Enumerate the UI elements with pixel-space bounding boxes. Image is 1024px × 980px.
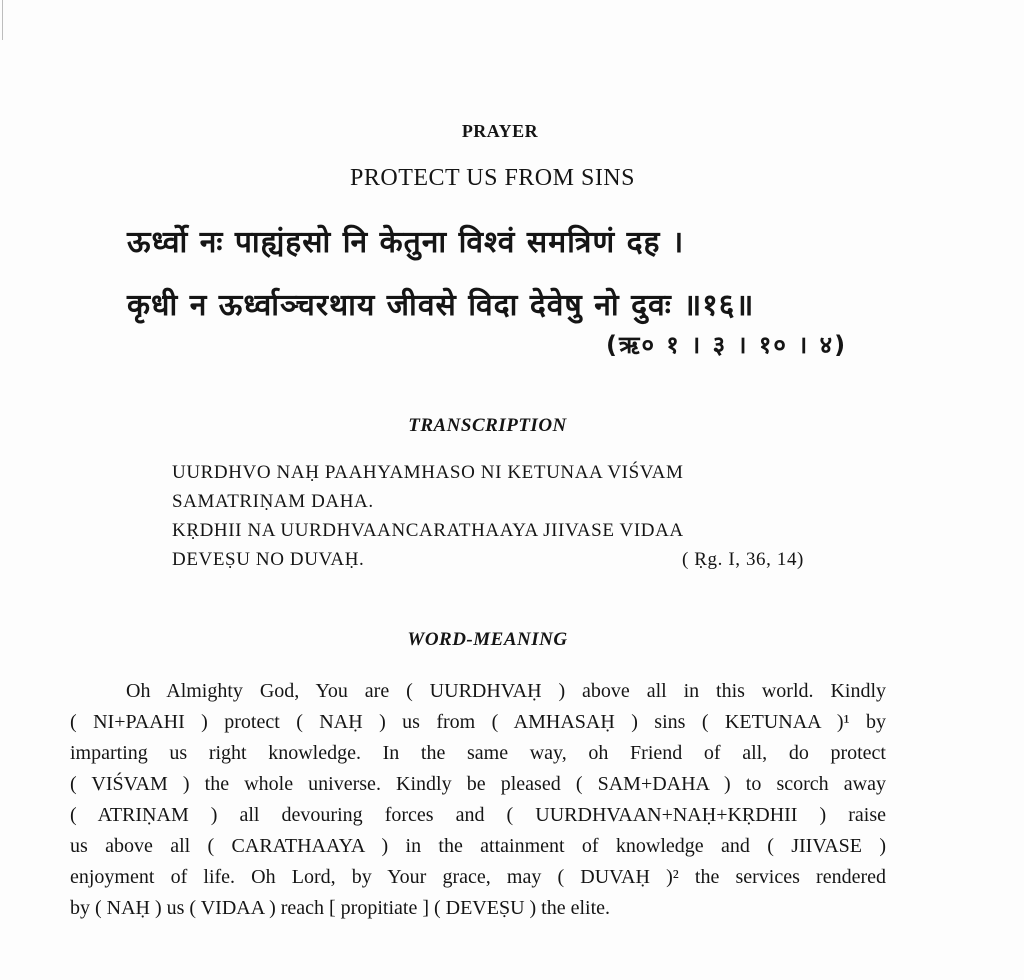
transcription-line: UURDHVO NAḤ PAAHYAMHASO NI KETUNAA VIŚVAM (172, 462, 684, 483)
meaning-line: ( NI+PAAHI ) protect ( NAḤ ) us from ( AMHASAḤ ) sins ( KETUNAA )¹ by (70, 711, 886, 733)
sanskrit-verse-line-2: कृधी न ऊर्ध्वाञ्चरथाय जीवसे विदा देवेषु नो दुवः ॥१६॥ (127, 288, 755, 323)
transcription-last-line (172, 545, 804, 574)
meaning-line: by ( NAḤ ) us ( VIDAA ) reach [ propitiate ] ( DEVEṢU ) the elite. (70, 897, 611, 919)
transcription-line: SAMATRIṆAM DAHA. (172, 491, 374, 512)
section-label-prayer: PRAYER (461, 121, 539, 141)
transcription-heading: TRANSCRIPTION (408, 415, 567, 436)
meaning-line: us above all ( CARATHAAYA ) in the attainment of knowledge and ( JIIVASE ) (70, 835, 886, 857)
sanskrit-verse-line-1: ऊर्ध्वो नः पाह्यंहसो नि केतुना विश्वं समत्रिणं दह । (127, 225, 685, 260)
word-meaning-paragraph (70, 676, 886, 924)
sanskrit-verse-reference: (ऋ० १ । ३ । १० । ४) (606, 331, 848, 359)
page-title: PROTECT US FROM SINS (350, 165, 635, 191)
meaning-line: enjoyment of life. Oh Lord, by Your grace, may ( DUVAḤ )² the services rendered (70, 866, 886, 888)
scan-edge-mark (2, 0, 3, 40)
word-meaning-heading: WORD-MEANING (407, 629, 568, 650)
transcription-reference: ( Ṛg. I, 36, 14) (681, 549, 804, 570)
meaning-line: ( ATRIṆAM ) all devouring forces and ( UURDHVAAN+NAḤ+KṚDHII ) raise (70, 804, 886, 826)
meaning-line: Oh Almighty God, You are ( UURDHVAḤ ) above all in this world. Kindly (126, 680, 886, 702)
transcription-line: KṚDHII NA UURDHVAANCARATHAAYA JIIVASE VIDAA (172, 520, 684, 541)
meaning-line: ( VIŚVAM ) the whole universe. Kindly be pleased ( SAM+DAHA ) to scorch away (70, 773, 886, 795)
transcription-block (172, 458, 812, 574)
transcription-line: DEVEṢU NO DUVAḤ. (172, 549, 365, 570)
meaning-line: imparting us right knowledge. In the same way, oh Friend of all, do protect (70, 742, 886, 764)
